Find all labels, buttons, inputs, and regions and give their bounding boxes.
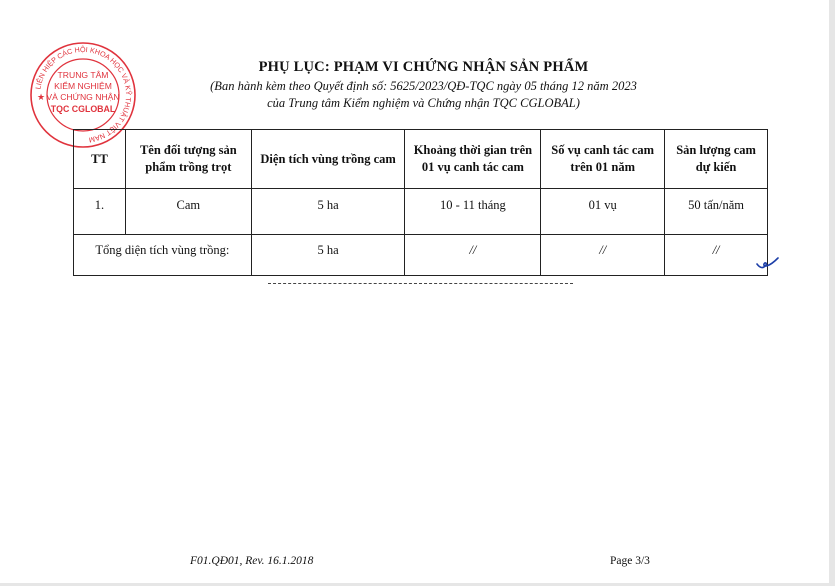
footer-form-code: F01.QĐ01, Rev. 16.1.2018	[190, 555, 314, 567]
cell-tt: 1.	[74, 189, 126, 235]
header-duration: Khoảng thời gian trên 01 vụ canh tác cam	[405, 130, 541, 189]
header-yield: Sản lượng cam dự kiến	[665, 130, 768, 189]
cell-yield: 50 tấn/năm	[665, 189, 768, 235]
certification-scope-table	[73, 129, 768, 276]
cell-crops: 01 vụ	[541, 189, 665, 235]
document-subtitle-line1: (Ban hành kèm theo Quyết định số: 5625/2023/QĐ-TQC ngày 05 tháng 12 năm 2023	[210, 79, 637, 93]
header-tt: TT	[74, 130, 126, 189]
initial-signature-mark	[754, 252, 780, 272]
stamp-line1: TRUNG TÂM	[57, 70, 109, 80]
cell-duration: 10 - 11 tháng	[405, 189, 541, 235]
total-label: Tổng diện tích vùng trồng:	[74, 235, 252, 276]
end-divider	[268, 283, 573, 284]
stamp-line2: KIỂM NGHIỆM	[54, 81, 112, 91]
stamp-ring-text: LIÊN HIỆP CÁC HỘI KHOA HỌC VÀ KỸ THUẬT VIỆT NAM	[33, 44, 134, 145]
stamp-line3: VÀ CHỨNG NHẬN	[46, 92, 120, 102]
star-icon: ★	[37, 93, 46, 103]
header-area: Diện tích vùng trồng cam	[251, 130, 405, 189]
page-edge-right	[829, 0, 835, 586]
document-subtitle-line2: của Trung tâm Kiểm nghiệm và Chứng nhận TQC CGLOBAL)	[267, 96, 580, 110]
total-area: 5 ha	[251, 235, 405, 276]
stamp-line4: TQC CGLOBAL	[50, 104, 116, 114]
table-header-row	[74, 130, 768, 189]
table-row	[74, 189, 768, 235]
total-duration: //	[405, 235, 541, 276]
header-object: Tên đối tượng sản phẩm trồng trọt	[125, 130, 251, 189]
total-crops: //	[541, 235, 665, 276]
cell-area: 5 ha	[251, 189, 405, 235]
total-yield: //	[665, 235, 768, 276]
document-title: PHỤ LỤC: PHẠM VI CHỨNG NHẬN SẢN PHẨM	[258, 59, 589, 75]
header-crops: Số vụ canh tác cam trên 01 năm	[541, 130, 665, 189]
cell-object: Cam	[125, 189, 251, 235]
footer-page-number: Page 3/3	[610, 555, 650, 567]
table-total-row	[74, 235, 768, 276]
